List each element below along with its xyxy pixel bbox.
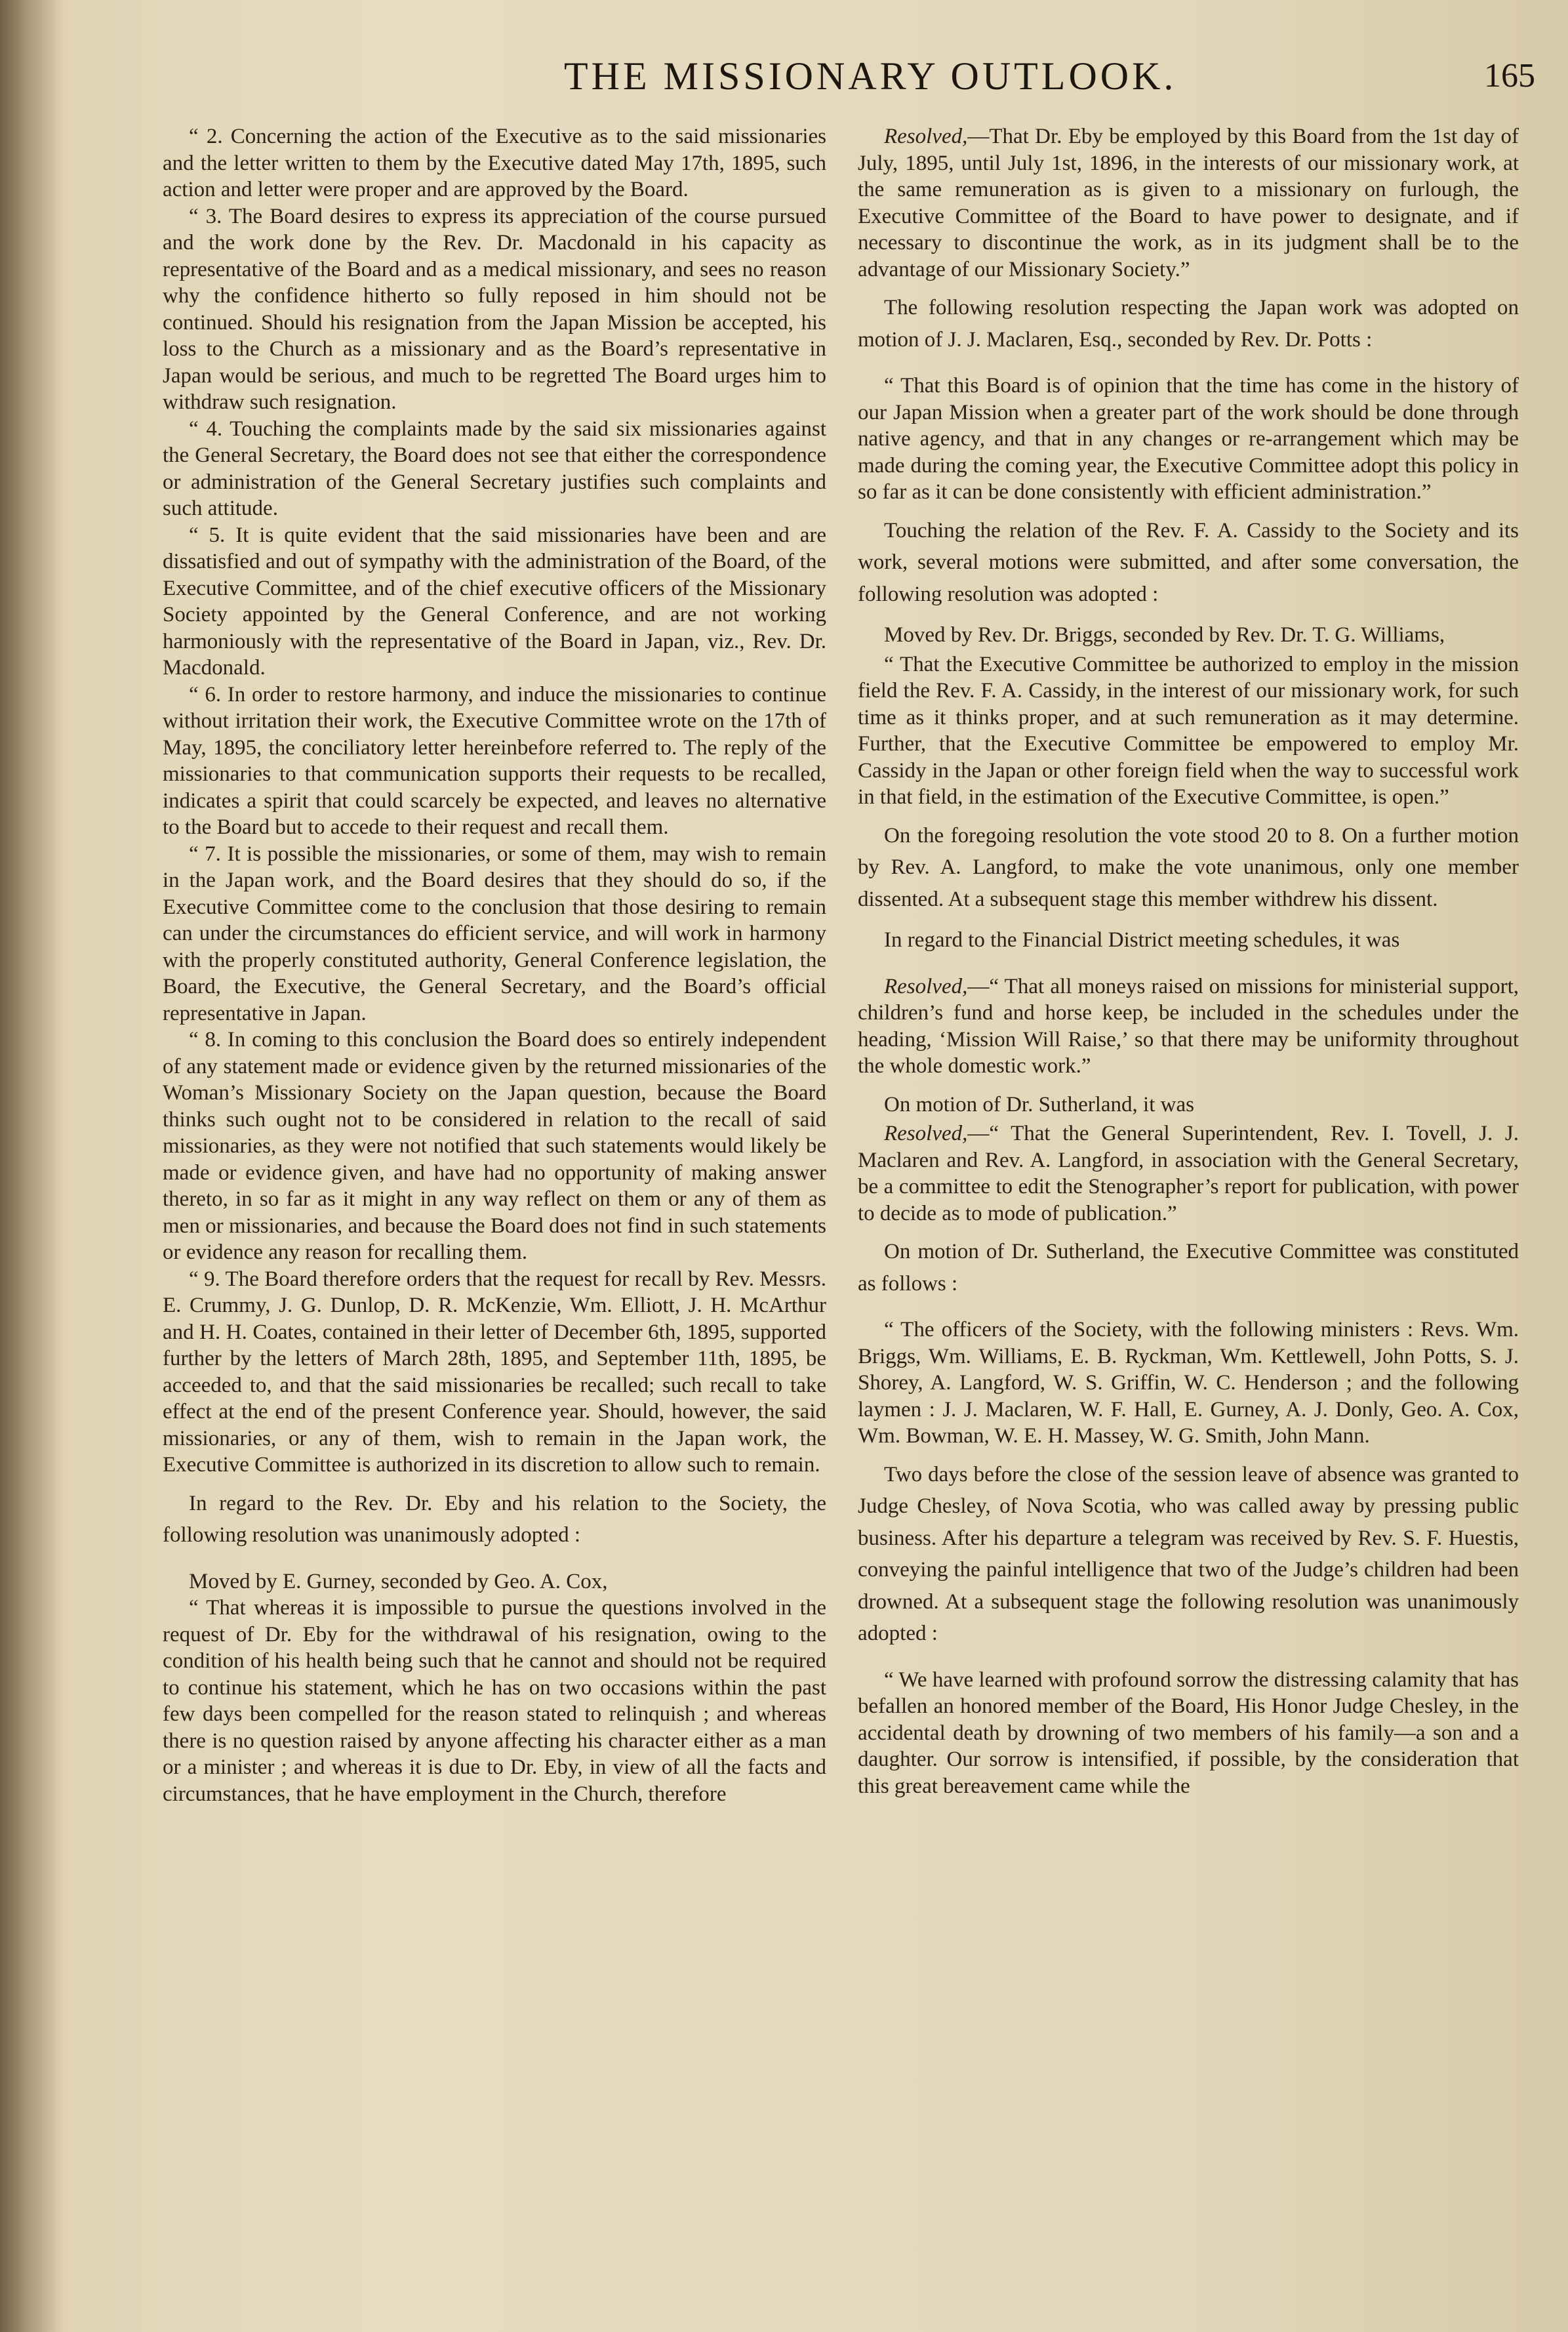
- resolution-8: “ 8. In coming to this conclusion the Board does so entirely independent of any statement made or evidence given by the returned missionaries of the Woman’s Missionary Society on the Japan question, because the Board thinks such ought not to be considered in relation to the recall of said missionaries, as they were not notified that such statements would likely be made or evidence given, and have had no opportunity of making answer thereto, in so far as it might in any way reflect on them or any of them as men or missionaries, and because the Board does not find in such statements or evidence any reason for recalling them.: [163, 1028, 826, 1264]
- financial-resolution-text: —“ That all moneys raised on missions for ministerial support, children’s fund and horse keep, be included in the schedules under the heading, ‘Mission Will Raise,’ so that there may be uniformity throughout the whole domestic work.”: [858, 974, 1519, 1078]
- chesley-resolution: “ We have learned with profound sorrow the distressing calamity that has befallen an honored member of the Board, His Honor Judge Chesley, in the accidental death by drowning of two members of his family—a son and a daughter. Our sorrow is intensified, if possible, by the consideration that this great bereavement came while the: [858, 1667, 1519, 1798]
- whereas-paragraph: “ That whereas it is impossible to pursue the questions involved in the request of Dr. Eby for the withdrawal of his resignation, owing to the condition of his health being such that he cannot and should not be required to continue his statement, which he has on two occasions within the past few days been compelled for the reason stated to relinquish ; and whereas there is no question raised by anyone affecting his character either as a man or a minister ; and whereas it is due to Dr. Eby, in view of all the facts and circumstances, that he have employment in the Church, therefore: [163, 1596, 826, 1806]
- cassidy-resolution: “ That the Executive Committee be authorized to employ in the mission field the Rev. F. A. Cassidy, in the interest of our missionary work, for such time as it thinks proper, and at such remuneration as it may determine. Further, that the Executive Committee be empowered to employ Mr. Cassidy in the Japan or other foreign field when the way to successful work in that field, in the estimation of the Executive Committee, is open.”: [858, 652, 1519, 809]
- running-title: THE MISSIONARY OUTLOOK.: [564, 54, 1177, 98]
- right-column: [858, 123, 1519, 2314]
- japan-work-intro: The following resolution respecting the Japan work was adopted on motion of J. J. Maclaren, Esq., seconded by Rev. Dr. Potts :: [858, 296, 1519, 352]
- financial-resolution: [858, 973, 1519, 1080]
- page-header: [0, 54, 1568, 106]
- resolution-5: “ 5. It is quite evident that the said missionaries have been and are dissatisfied and out of sympathy with the administration of the Board, of the Executive Committee, and of the chief executive officers of the Missionary Society appointed by the General Conference, and are not working harmoniously with the representative of the Board in Japan, viz., Rev. Dr. Macdonald.: [163, 523, 826, 680]
- resolution-9: “ 9. The Board therefore orders that the request for recall by Rev. Messrs. E. Crummy, J. G. Dunlop, D. R. McKenzie, Wm. Elliott, J. H. McArthur and H. H. Coates, contained in their letter of December 6th, 1895, supported further by the letters of March 28th, 1895, and September 11th, 1895, be acceeded to, and that the said missionaries be recalled; such recall to take effect at the end of the present Conference year. Should, however, the said missionaries, or any of them, wish to remain in the Japan work, the Executive Committee is authorized in its discretion to allow such to remain.: [163, 1267, 826, 1477]
- resolved-lead: Resolved,: [884, 125, 968, 148]
- moved-by-briggs: Moved by Rev. Dr. Briggs, seconded by Rev. Dr. T. G. Williams,: [884, 623, 1445, 647]
- resolution-6: “ 6. In order to restore harmony, and induce the missionaries to continue without irritation their work, the Executive Committee wrote on the 17th of May, 1895, the conciliatory letter hereinbefore referred to. The reply of the missionaries to that communication supports their requests to be recalled, indicates a spirit that could scarcely be expected, and leaves no alternative to the Board but to accede to their request and recall them.: [163, 682, 826, 839]
- eby-resolution: [858, 123, 1519, 283]
- resolution-3: “ 3. The Board desires to express its appreciation of the course pursued and the work done by the Rev. Dr. Macdonald in his capacity as representative of the Board and as a medical missionary, and sees no reason why the confidence hitherto so fully reposed in him should not be continued. Should his resignation from the Japan Mission be accepted, his loss to the Church as a missionary and as the Board’s representative in Japan would be serious, and much to be regretted The Board urges him to withdraw such resignation.: [163, 204, 826, 414]
- publication-resolution: [858, 1120, 1519, 1227]
- resolution-4: “ 4. Touching the complaints made by the said six missionaries against the General Secretary, the Board does not see that either the correspondence or administration of the General Secretary justifies such complaints and such attitude.: [163, 417, 826, 520]
- publication-resolution-text: —“ That the General Superintendent, Rev. I. Tovell, J. J. Maclaren and Rev. A. Langford, in association with the General Secretary, be a committee to edit the Stenographer’s report for publication, with power to decide as to mode of publication.”: [858, 1122, 1519, 1225]
- binding-shadow: [0, 0, 59, 2332]
- vote-paragraph: On the foregoing resolution the vote stood 20 to 8. On a further motion by Rev. A. Langford, to make the vote unanimous, only one member dissented. At a subsequent stage this member withdrew his dissent.: [858, 823, 1519, 911]
- cassidy-intro: Touching the relation of the Rev. F. A. Cassidy to the Society and its work, several motions were submitted, and after some conversation, the following resolution was adopted :: [858, 518, 1519, 606]
- sutherland-motion: On motion of Dr. Sutherland, it was: [884, 1092, 1194, 1116]
- financial-intro: In regard to the Financial District meeting schedules, it was: [884, 928, 1400, 952]
- moved-by-gurney: Moved by E. Gurney, seconded by Geo. A. Cox,: [189, 1569, 608, 1593]
- resolved-lead: Resolved,: [884, 1122, 968, 1145]
- left-column: [163, 123, 826, 2314]
- eby-resolution-text: —That Dr. Eby be employed by this Board from the 1st day of July, 1895, until July 1st, 1896, in the interests of our missionary work, at the same remuneration as is given to a missionary on furlough, the Executive Committee of the Board to have power to designate, and if necessary to discontinue the work, as in its judgment shall be to the advantage of our Missionary Society.”: [858, 125, 1519, 281]
- executive-intro: On motion of Dr. Sutherland, the Executive Committee was constituted as follows :: [858, 1240, 1519, 1296]
- resolution-2: “ 2. Concerning the action of the Executive as to the said missionaries and the letter written to them by the Executive dated May 17th, 1895, such action and letter were proper and are approved by the Board.: [163, 125, 826, 201]
- executive-committee-list: “ The officers of the Society, with the following ministers : Revs. Wm. Briggs, Wm. Williams, E. B. Ryckman, Wm. Kettlewell, John Potts, S. J. Shorey, A. Langford, W. S. Griffin, W. C. Henderson ; and the following laymen : J. J. Maclaren, W. F. Hall, E. Gurney, A. J. Donly, Geo. A. Cox, Wm. Bowman, W. E. H. Massey, W. G. Smith, John Mann.: [858, 1318, 1519, 1448]
- japan-work-resolution: “ That this Board is of opinion that the time has come in the history of our Japan Mission when a greater part of the work should be done through native agency, and that in any changes or re-arrangement which may be made during the coming year, the Executive Committee adopt this policy in so far as it can be done consistently with efficient administration.”: [858, 374, 1519, 504]
- page-number: 165: [1484, 57, 1535, 94]
- resolution-7: “ 7. It is possible the missionaries, or some of them, may wish to remain in the Japan work, and the Board desires that they should do so, if the Executive Committee come to the conclusion that those desiring to remain can under the circumstances do efficient service, and will work in harmony with the properly constituted authority, General Conference legislation, the Board, the Executive, the General Secretary, and the Board’s official representative in Japan.: [163, 842, 826, 1025]
- chesley-intro: Two days before the close of the session leave of absence was granted to Judge Chesley, of Nova Scotia, who was called away by pressing public business. After his departure a telegram was received by Rev. S. F. Huestis, conveying the painful intelligence that two of the Judge’s children had been drowned. At a subsequent stage the following resolution was unanimously adopted :: [858, 1462, 1519, 1645]
- resolved-lead: Resolved,: [884, 974, 968, 998]
- eby-intro-paragraph: In regard to the Rev. Dr. Eby and his relation to the Society, the following resolution was unanimously adopted :: [163, 1491, 826, 1547]
